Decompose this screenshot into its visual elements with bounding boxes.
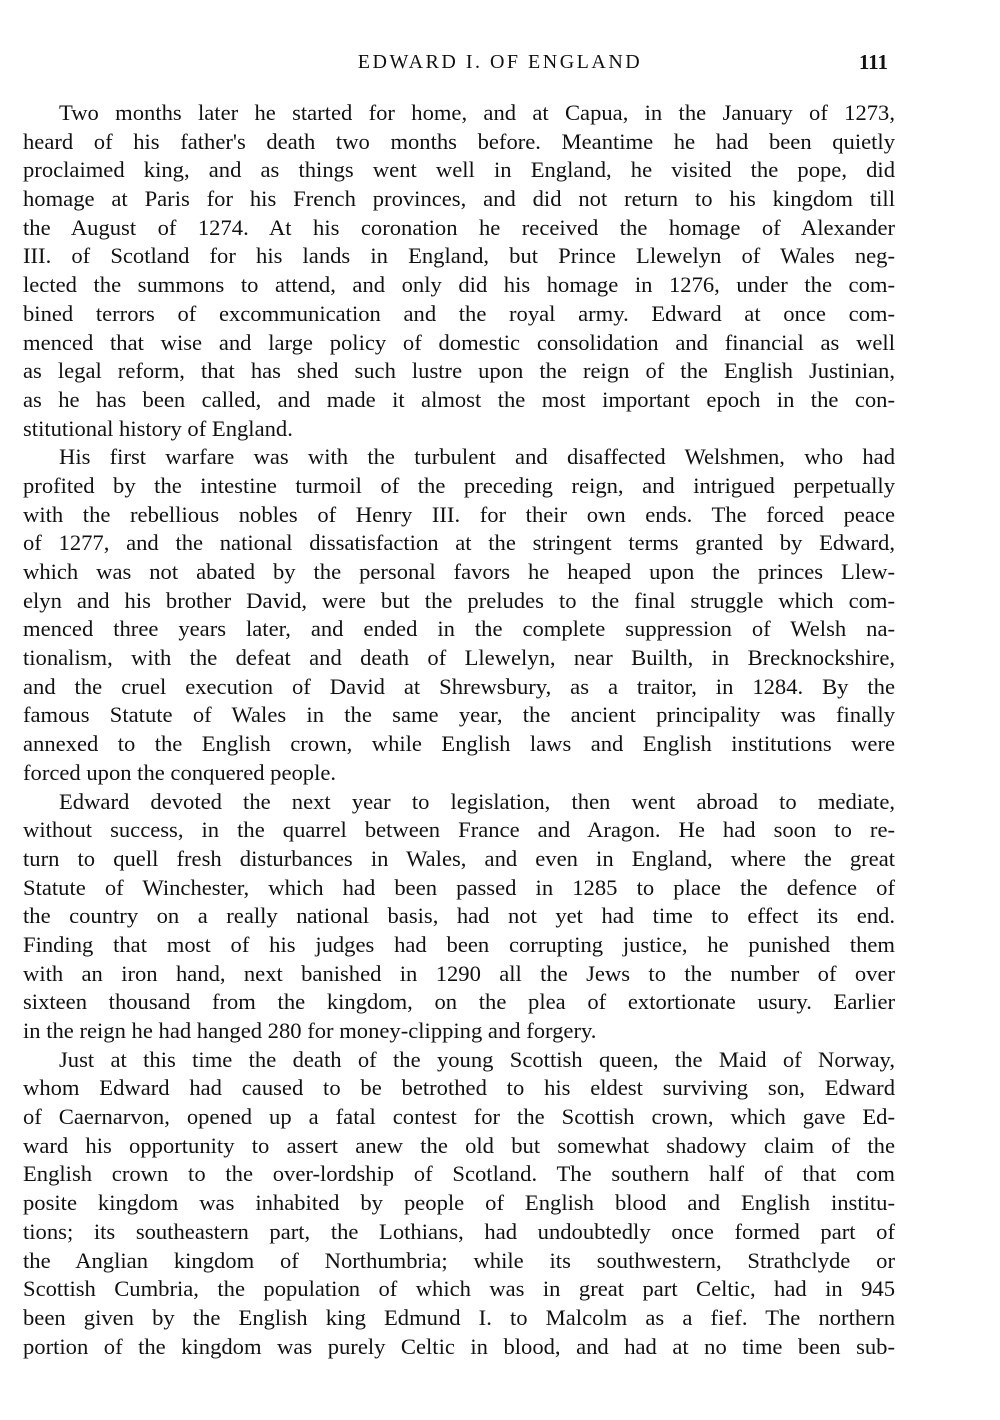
text-line: III. of Scotland for his lands in England, but Prince Llewelyn of Wales neg- bbox=[23, 243, 895, 269]
text-line: posite kingdom was inhabited by people of English blood and English institu- bbox=[23, 1190, 895, 1216]
text-line: Edward devoted the next year to legislation, then went abroad to mediate, bbox=[59, 788, 895, 814]
text-line: tions; its southeastern part, the Lothians, had undoubtedly once formed part of bbox=[23, 1218, 895, 1244]
text-line: tionalism, with the defeat and death of Llewelyn, near Builth, in Brecknockshire, bbox=[23, 645, 895, 671]
text-line: menced that wise and large policy of domestic consolidation and financial as well bbox=[23, 329, 895, 355]
text-line: and the cruel execution of David at Shrewsbury, as a traitor, in 1284. By the bbox=[23, 673, 895, 699]
text-line: Just at this time the death of the young Scottish queen, the Maid of Norway, bbox=[59, 1046, 895, 1072]
text-line: forced upon the conquered people. bbox=[23, 759, 337, 785]
text-line: famous Statute of Wales in the same year, the ancient principality was finally bbox=[23, 702, 895, 728]
text-line: homage at Paris for his French provinces, and did not return to his kingdom till bbox=[23, 186, 895, 212]
text-line: whom Edward had caused to be betrothed to his eldest surviving son, Edward bbox=[23, 1075, 895, 1101]
text-line: annexed to the English crown, while English laws and English institutions were bbox=[23, 731, 895, 757]
text-line: of 1277, and the national dissatisfaction at the stringent terms granted by Edward, bbox=[23, 530, 895, 556]
text-line: Two months later he started for home, and at Capua, in the January of 1273, bbox=[59, 100, 895, 125]
text-line: the Anglian kingdom of Northumbria; while its southwestern, Strathclyde or bbox=[23, 1247, 895, 1273]
text-line: stitutional history of England. bbox=[23, 415, 293, 441]
text-line: Finding that most of his judges had been corrupting justice, he punished them bbox=[23, 931, 895, 957]
text-line: bined terrors of excommunication and the royal army. Edward at once com- bbox=[23, 300, 895, 326]
text-line: the August of 1274. At his coronation he received the homage of Alexander bbox=[23, 214, 895, 240]
text-line: in the reign he had hanged 280 for money-clipping and forgery. bbox=[23, 1018, 597, 1043]
text-line: with an iron hand, next banished in 1290 all the Jews to the number of over bbox=[23, 960, 895, 986]
body-text bbox=[23, 99, 895, 1361]
text-line: sixteen thousand from the kingdom, on the plea of extortionate usury. Earlier bbox=[23, 989, 895, 1015]
text-line: profited by the intestine turmoil of the preceding reign, and intrigued perpetually bbox=[23, 472, 895, 498]
text-line: proclaimed king, and as things went well in England, he visited the pope, did bbox=[23, 157, 895, 183]
text-line: elyn and his brother David, were but the preludes to the final struggle which com- bbox=[23, 587, 895, 613]
paragraph-1 bbox=[23, 99, 895, 443]
text-line: English crown to the over-lordship of Scotland. The southern half of that com bbox=[23, 1161, 895, 1187]
text-line: as he has been called, and made it almost the most important epoch in the con- bbox=[23, 386, 895, 412]
text-line: menced three years later, and ended in the complete suppression of Welsh na- bbox=[23, 616, 895, 642]
text-line: Scottish Cumbria, the population of which was in great part Celtic, had in 945 bbox=[23, 1276, 895, 1302]
text-line: heard of his father's death two months before. Meantime he had been quietly bbox=[23, 128, 895, 154]
paragraph-2 bbox=[23, 443, 895, 787]
text-line: as legal reform, that has shed such lustre upon the reign of the English Justinian, bbox=[23, 358, 895, 384]
text-line: the country on a really national basis, had not yet had time to effect its end. bbox=[23, 903, 895, 929]
running-title: EDWARD I. OF ENGLAND bbox=[357, 51, 643, 73]
page-number: 111 bbox=[858, 50, 888, 74]
text-line: of Caernarvon, opened up a fatal contest for the Scottish crown, which gave Ed- bbox=[23, 1104, 895, 1130]
text-line: portion of the kingdom was purely Celtic in blood, and had at no time been sub- bbox=[23, 1333, 895, 1359]
text-line: ward his opportunity to assert anew the old but somewhat shadowy claim of the bbox=[23, 1132, 895, 1158]
text-line: been given by the English king Edmund I. to Malcolm as a fief. The northern bbox=[23, 1304, 895, 1330]
text-line: turn to quell fresh disturbances in Wales, and even in England, where the great bbox=[23, 845, 895, 871]
text-line: Statute of Winchester, which had been passed in 1285 to place the defence of bbox=[23, 874, 895, 900]
text-line: without success, in the quarrel between France and Aragon. He had soon to re- bbox=[23, 817, 895, 843]
text-line: lected the summons to attend, and only did his homage in 1276, under the com- bbox=[23, 272, 895, 298]
paragraph-4 bbox=[23, 1046, 895, 1362]
text-line: with the rebellious nobles of Henry III. for their own ends. The forced peace bbox=[23, 501, 895, 527]
paragraph-3 bbox=[23, 788, 895, 1046]
text-line: which was not abated by the personal favors he heaped upon the princes Llew- bbox=[23, 559, 895, 584]
text-line: His first warfare was with the turbulent and disaffected Welshmen, who had bbox=[59, 444, 895, 470]
